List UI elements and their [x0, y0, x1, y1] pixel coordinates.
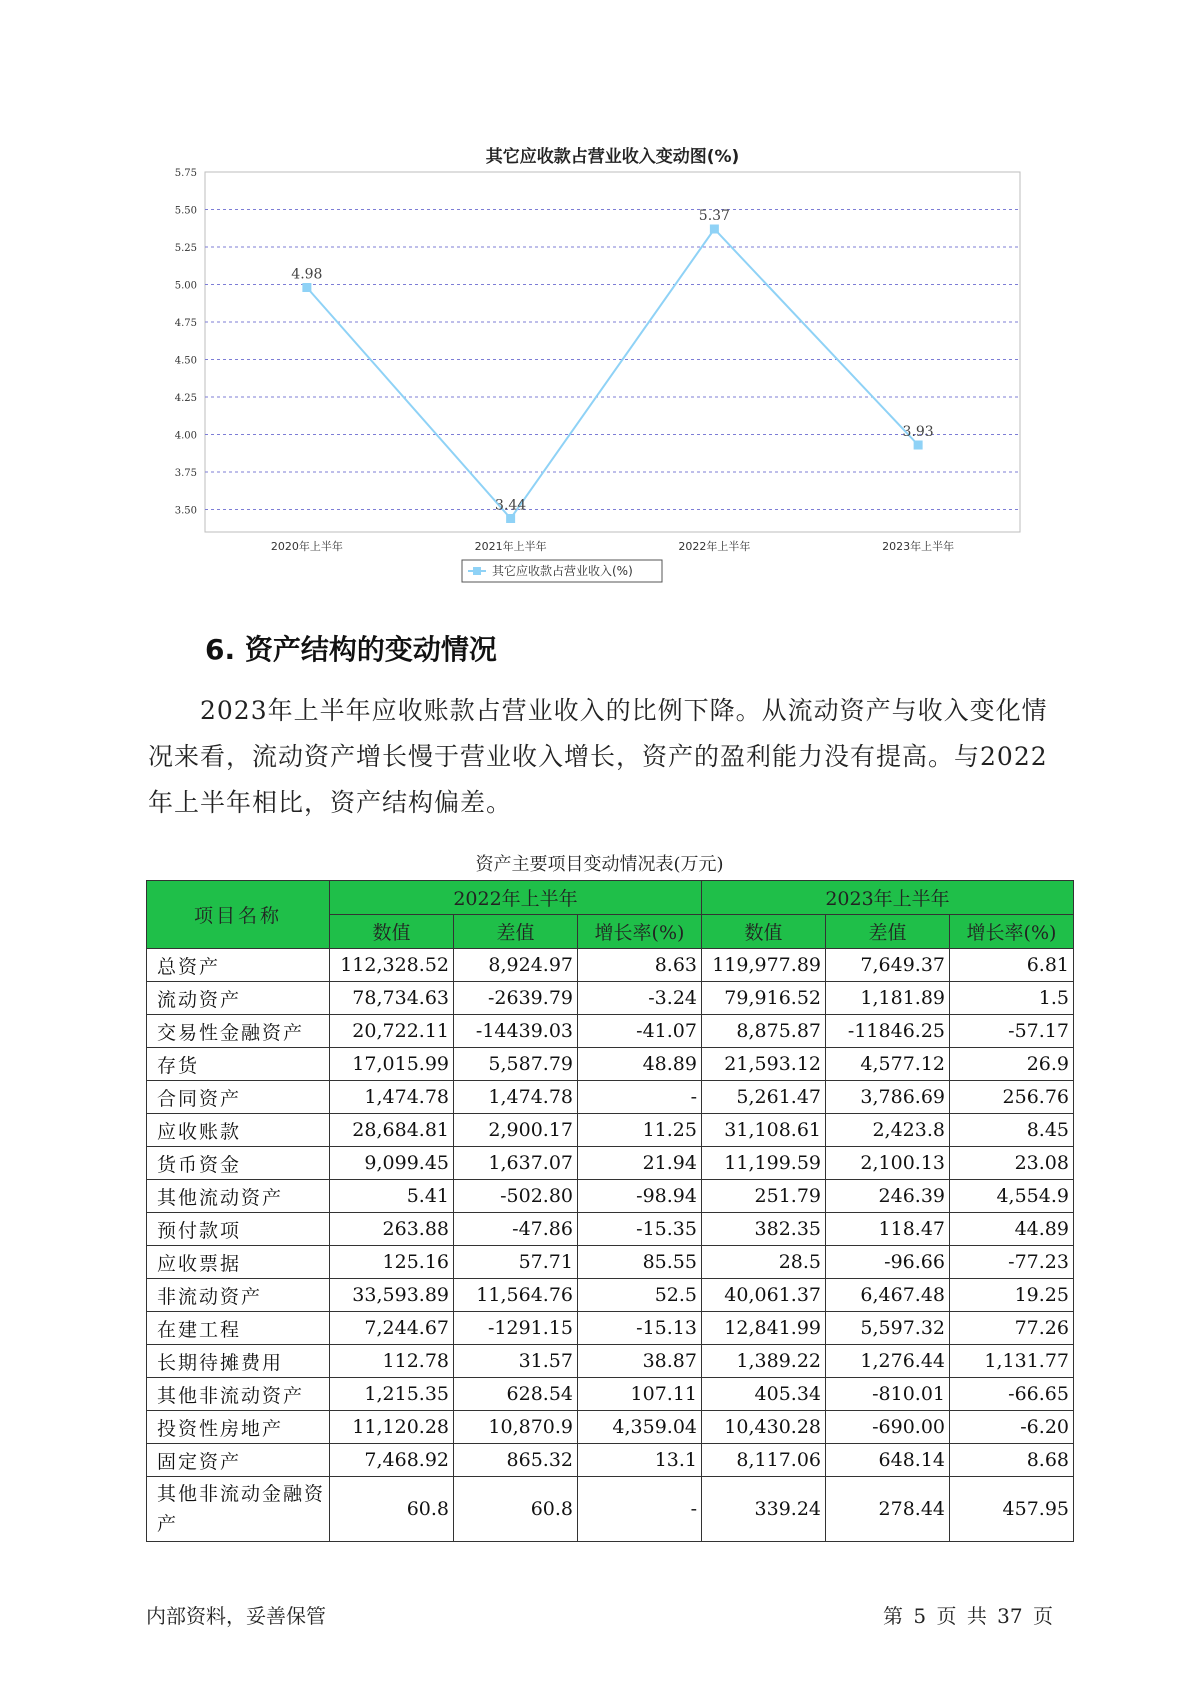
row-value-cell: 78,734.63 [330, 982, 454, 1015]
row-value-cell: 5,261.47 [702, 1081, 826, 1114]
row-value-cell: 33,593.89 [330, 1279, 454, 1312]
row-value-cell: 5,597.32 [826, 1312, 950, 1345]
row-value-cell: 19.25 [950, 1279, 1074, 1312]
row-value-cell: 8.45 [950, 1114, 1074, 1147]
row-value-cell: 457.95 [950, 1477, 1074, 1542]
row-value-cell: 107.11 [578, 1378, 702, 1411]
row-value-cell: 31.57 [454, 1345, 578, 1378]
row-item-name: 应收账款 [147, 1114, 330, 1147]
y-tick-label: 5.25 [174, 243, 197, 254]
row-value-cell: 8,117.06 [702, 1444, 826, 1477]
row-value-cell: 13.1 [578, 1444, 702, 1477]
row-value-cell: 5.41 [330, 1180, 454, 1213]
row-value-cell: 7,649.37 [826, 949, 950, 982]
row-value-cell: 23.08 [950, 1147, 1074, 1180]
y-tick-label: 5.00 [174, 280, 197, 292]
x-tick-label: 2020年上半年 [270, 540, 343, 553]
table-row [147, 1180, 1074, 1213]
plot-area [205, 172, 1020, 532]
row-value-cell: -6.20 [950, 1411, 1074, 1444]
table-row [147, 1114, 1074, 1147]
header-growth: 增长率(%) [578, 915, 702, 949]
table-row [147, 1477, 1074, 1542]
y-tick-label: 3.75 [174, 468, 197, 479]
row-value-cell: - [578, 1081, 702, 1114]
row-value-cell: -3.24 [578, 982, 702, 1015]
row-value-cell: 1,389.22 [702, 1345, 826, 1378]
row-value-cell: 1,474.78 [454, 1081, 578, 1114]
y-tick-label: 5.50 [174, 205, 197, 217]
data-point [302, 283, 311, 292]
row-value-cell: -77.23 [950, 1246, 1074, 1279]
row-value-cell: 112.78 [330, 1345, 454, 1378]
row-item-name: 投资性房地产 [147, 1411, 330, 1444]
row-value-cell: 1,276.44 [826, 1345, 950, 1378]
row-value-cell: 125.16 [330, 1246, 454, 1279]
row-value-cell: -11846.25 [826, 1015, 950, 1048]
row-value-cell: 628.54 [454, 1378, 578, 1411]
row-value-cell: 1,215.35 [330, 1378, 454, 1411]
row-item-name: 其他非流动金融资产 [147, 1477, 330, 1542]
row-value-cell: 38.87 [578, 1345, 702, 1378]
row-item-name: 存货 [147, 1048, 330, 1081]
row-value-cell: 9,099.45 [330, 1147, 454, 1180]
row-item-name: 合同资产 [147, 1081, 330, 1114]
row-value-cell: 1,131.77 [950, 1345, 1074, 1378]
header-item-name: 项目名称 [147, 881, 330, 949]
header-growth: 增长率(%) [950, 915, 1074, 949]
y-tick-label: 4.25 [174, 393, 197, 404]
table-row [147, 1345, 1074, 1378]
row-value-cell: 10,430.28 [702, 1411, 826, 1444]
row-value-cell: -502.80 [454, 1180, 578, 1213]
table-row [147, 1411, 1074, 1444]
row-value-cell: 11,199.59 [702, 1147, 826, 1180]
row-value-cell: 1.5 [950, 982, 1074, 1015]
row-value-cell: - [578, 1477, 702, 1542]
row-value-cell: 118.47 [826, 1213, 950, 1246]
row-value-cell: 40,061.37 [702, 1279, 826, 1312]
row-value-cell: 263.88 [330, 1213, 454, 1246]
row-value-cell: 2,423.8 [826, 1114, 950, 1147]
row-value-cell: 2,900.17 [454, 1114, 578, 1147]
row-value-cell: 17,015.99 [330, 1048, 454, 1081]
row-value-cell: 11,564.76 [454, 1279, 578, 1312]
row-value-cell: 7,244.67 [330, 1312, 454, 1345]
row-value-cell: 85.55 [578, 1246, 702, 1279]
table-row [147, 1081, 1074, 1114]
y-tick-label: 4.75 [174, 318, 197, 329]
row-value-cell: -15.13 [578, 1312, 702, 1345]
row-item-name: 总资产 [147, 949, 330, 982]
row-value-cell: -690.00 [826, 1411, 950, 1444]
table-row [147, 1444, 1074, 1477]
row-item-name: 在建工程 [147, 1312, 330, 1345]
row-item-name: 其他非流动资产 [147, 1378, 330, 1411]
row-value-cell: 648.14 [826, 1444, 950, 1477]
row-value-cell: 79,916.52 [702, 982, 826, 1015]
y-tick-label: 5.75 [174, 168, 197, 179]
x-tick-label: 2022年上半年 [678, 540, 751, 553]
row-value-cell: 5,587.79 [454, 1048, 578, 1081]
section-paragraph: 2023年上半年应收账款占营业收入的比例下降。从流动资产与收入变化情况来看，流动资产增长慢于营业收入增长，资产的盈利能力没有提高。与2022年上半年相比，资产结构偏差。 [148, 696, 1048, 817]
row-value-cell: 26.9 [950, 1048, 1074, 1081]
row-value-cell: -57.17 [950, 1015, 1074, 1048]
table-row [147, 1213, 1074, 1246]
row-value-cell: 246.39 [826, 1180, 950, 1213]
table-row [147, 1279, 1074, 1312]
footer-confidential-note: 内部资料，妥善保管 [146, 1604, 326, 1628]
y-tick-label: 4.00 [174, 430, 197, 442]
row-item-name: 货币资金 [147, 1147, 330, 1180]
header-period-2023: 2023年上半年 [702, 881, 1074, 915]
row-item-name: 固定资产 [147, 1444, 330, 1477]
legend-marker [473, 567, 481, 575]
footer-page-number: 第 5 页 共 37 页 [883, 1604, 1053, 1628]
row-value-cell: 1,637.07 [454, 1147, 578, 1180]
chart-canvas [170, 140, 1050, 600]
row-value-cell: -2639.79 [454, 982, 578, 1015]
ratio-line-chart [170, 140, 1050, 600]
table-row [147, 1048, 1074, 1081]
data-label: 3.93 [902, 424, 934, 440]
row-value-cell: 4,554.9 [950, 1180, 1074, 1213]
table-title: 资产主要项目变动情况表(万元) [475, 854, 724, 875]
row-value-cell: 8.68 [950, 1444, 1074, 1477]
data-label: 3.44 [495, 497, 527, 514]
row-value-cell: 865.32 [454, 1444, 578, 1477]
header-value: 数值 [702, 915, 826, 949]
row-value-cell: 119,977.89 [702, 949, 826, 982]
row-value-cell: 20,722.11 [330, 1015, 454, 1048]
table-row [147, 1378, 1074, 1411]
row-value-cell: 10,870.9 [454, 1411, 578, 1444]
row-value-cell: 112,328.52 [330, 949, 454, 982]
table-row [147, 949, 1074, 982]
y-tick-label: 3.50 [174, 505, 197, 517]
table-row [147, 982, 1074, 1015]
row-value-cell: 11.25 [578, 1114, 702, 1147]
row-item-name: 应收票据 [147, 1246, 330, 1279]
asset-change-table [146, 880, 1074, 1542]
table-row [147, 1147, 1074, 1180]
row-value-cell: 44.89 [950, 1213, 1074, 1246]
row-value-cell: 60.8 [330, 1477, 454, 1542]
data-label: 4.98 [291, 266, 323, 283]
row-value-cell: 256.76 [950, 1081, 1074, 1114]
row-value-cell: 278.44 [826, 1477, 950, 1542]
row-value-cell: 48.89 [578, 1048, 702, 1081]
row-value-cell: 1,474.78 [330, 1081, 454, 1114]
row-value-cell: -14439.03 [454, 1015, 578, 1048]
row-value-cell: 77.26 [950, 1312, 1074, 1345]
row-item-name: 非流动资产 [147, 1279, 330, 1312]
row-value-cell: -15.35 [578, 1213, 702, 1246]
row-value-cell: -98.94 [578, 1180, 702, 1213]
header-value: 数值 [330, 915, 454, 949]
row-item-name: 长期待摊费用 [147, 1345, 330, 1378]
row-value-cell: 8,875.87 [702, 1015, 826, 1048]
table-row [147, 1312, 1074, 1345]
row-value-cell: 52.5 [578, 1279, 702, 1312]
chart-title: 其它应收款占营业收入变动图(%) [485, 147, 740, 167]
row-value-cell: 28,684.81 [330, 1114, 454, 1147]
row-value-cell: 4,577.12 [826, 1048, 950, 1081]
row-item-name: 流动资产 [147, 982, 330, 1015]
x-tick-label: 2023年上半年 [882, 540, 955, 553]
data-point [914, 441, 923, 450]
row-value-cell: 6,467.48 [826, 1279, 950, 1312]
row-value-cell: 12,841.99 [702, 1312, 826, 1345]
row-value-cell: 57.71 [454, 1246, 578, 1279]
header-diff: 差值 [826, 915, 950, 949]
row-value-cell: 3,786.69 [826, 1081, 950, 1114]
x-tick-label: 2021年上半年 [474, 540, 547, 553]
row-value-cell: 7,468.92 [330, 1444, 454, 1477]
row-value-cell: 251.79 [702, 1180, 826, 1213]
row-item-name: 预付款项 [147, 1213, 330, 1246]
row-value-cell: -41.07 [578, 1015, 702, 1048]
row-value-cell: -1291.15 [454, 1312, 578, 1345]
table-row [147, 1015, 1074, 1048]
row-value-cell: 8.63 [578, 949, 702, 982]
row-item-name: 其他流动资产 [147, 1180, 330, 1213]
row-value-cell: 405.34 [702, 1378, 826, 1411]
row-value-cell: 339.24 [702, 1477, 826, 1542]
row-value-cell: 21,593.12 [702, 1048, 826, 1081]
table-row [147, 1246, 1074, 1279]
row-value-cell: -47.86 [454, 1213, 578, 1246]
row-value-cell: 1,181.89 [826, 982, 950, 1015]
row-value-cell: -96.66 [826, 1246, 950, 1279]
data-point [710, 225, 719, 234]
row-value-cell: 6.81 [950, 949, 1074, 982]
row-value-cell: 2,100.13 [826, 1147, 950, 1180]
legend-label: 其它应收款占营业收入(%) [492, 564, 633, 578]
row-value-cell: 8,924.97 [454, 949, 578, 982]
header-period-2022: 2022年上半年 [330, 881, 702, 915]
section-title: 6. 资产结构的变动情况 [205, 633, 497, 666]
row-value-cell: 11,120.28 [330, 1411, 454, 1444]
row-value-cell: 382.35 [702, 1213, 826, 1246]
row-value-cell: 31,108.61 [702, 1114, 826, 1147]
row-value-cell: 60.8 [454, 1477, 578, 1542]
data-point [506, 514, 515, 523]
row-value-cell: 4,359.04 [578, 1411, 702, 1444]
row-value-cell: 28.5 [702, 1246, 826, 1279]
row-value-cell: -66.65 [950, 1378, 1074, 1411]
row-value-cell: -810.01 [826, 1378, 950, 1411]
y-tick-label: 4.50 [174, 355, 197, 367]
row-item-name: 交易性金融资产 [147, 1015, 330, 1048]
header-diff: 差值 [454, 915, 578, 949]
row-value-cell: 21.94 [578, 1147, 702, 1180]
data-label: 5.37 [698, 208, 730, 224]
